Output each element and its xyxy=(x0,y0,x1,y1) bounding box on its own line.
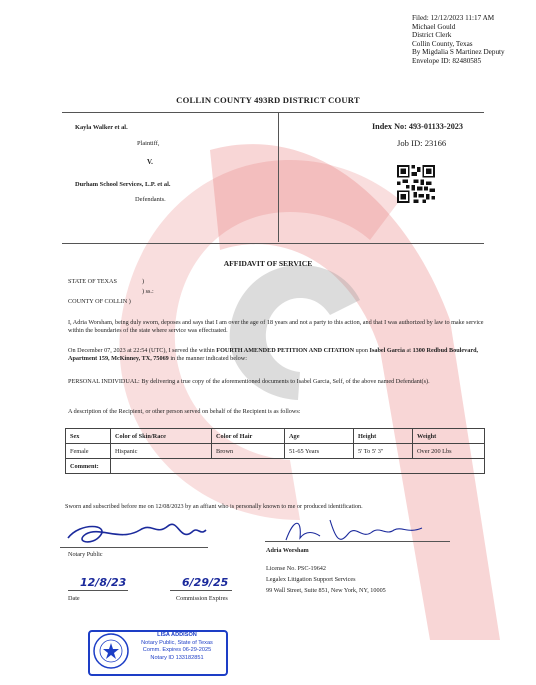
commission-expires-label: Commission Expires xyxy=(176,595,228,602)
filing-line: Collin County, Texas xyxy=(412,39,473,48)
service-prefix: On December 07, 2023 at 22:54 (UTC), I served the within xyxy=(68,347,217,354)
service-at: at xyxy=(405,347,413,354)
date-label: Date xyxy=(68,595,80,602)
server-signature-line xyxy=(265,541,450,542)
venue-ss: ) ss.: xyxy=(142,288,154,295)
paragraph-description-intro: A description of the Recipient, or other person served on behalf of the Recipient is as follows: xyxy=(68,408,301,415)
server-address: 99 Wall Street, Suite 851, New York, NY, 10005 xyxy=(266,587,386,594)
table-cell: Over 200 Lbs xyxy=(413,444,485,459)
stamp-line: Notary ID 133182851 xyxy=(150,654,204,661)
table-header: Age xyxy=(285,429,354,444)
served-person: Isabel Garcia xyxy=(369,347,405,354)
table-cell: Brown xyxy=(212,444,285,459)
affidavit-title: AFFIDAVIT OF SERVICE xyxy=(223,259,313,268)
filing-line: District Clerk xyxy=(412,31,452,40)
date-line xyxy=(68,590,128,591)
filing-line: By Migdalia S Martinez Deputy xyxy=(412,48,505,57)
table-header: Color of Skin/Race xyxy=(111,429,212,444)
paragraph-personal-individual: PERSONAL INDIVIDUAL: By delivering a true copy of the aforementioned documents to Isabel Garcia, Self, of the above named Defendant(s). xyxy=(68,378,430,385)
table-comment-row xyxy=(66,459,485,474)
service-mid: upon xyxy=(354,347,370,354)
comment-value xyxy=(111,459,485,474)
paragraph-service xyxy=(68,347,486,363)
defendant-name: Durham School Services, L.P. et al. xyxy=(75,181,171,188)
server-name: Adria Worsham xyxy=(266,547,309,554)
filing-line: Envelope ID: 82480585 xyxy=(412,56,482,65)
paragraph-sworn-statement: I, Adria Worsham, being duly sworn, deposes and says that I am over the age of 18 years and not a party to this action, and that I was authorized by law to make service within the boundaries of the state where service was effectuated. xyxy=(68,319,484,335)
notary-signature-line xyxy=(60,547,208,548)
recipient-description-table xyxy=(65,428,485,474)
venue-state: STATE OF TEXAS xyxy=(68,278,117,285)
stamp-line: Comm. Expires 06-29-2025 xyxy=(142,647,212,654)
served-address: 1300 Redbud Boulevard, Apartment 159, McKinney, TX, 75069 xyxy=(68,347,479,363)
filing-line: Michael Gould xyxy=(412,22,456,31)
notary-date-handwritten: 12/8/23 xyxy=(80,576,127,589)
caption-divider xyxy=(278,112,279,242)
commission-expiry-handwritten: 6/29/25 xyxy=(182,576,229,589)
table-row xyxy=(66,444,485,459)
table-cell: Female xyxy=(66,444,111,459)
venue-county: COUNTY OF COLLIN ) xyxy=(68,298,131,305)
court-title: COLLIN COUNTY 493RD DISTRICT COURT xyxy=(176,95,360,105)
table-header: Color of Hair xyxy=(212,429,285,444)
plaintiff-label: Plaintiff, xyxy=(137,140,160,147)
notary-seal-icon xyxy=(92,632,130,670)
table-cell: Hispanic xyxy=(111,444,212,459)
stamp-text xyxy=(132,632,222,662)
table-cell: 5' To 5' 3" xyxy=(354,444,413,459)
table-header: Weight xyxy=(413,429,485,444)
service-suffix: in the manner indicated below: xyxy=(168,355,247,363)
server-company: Legalex Litigation Support Services xyxy=(266,576,356,583)
server-license: License No. PSC-19642 xyxy=(266,565,326,572)
table-header: Height xyxy=(354,429,413,444)
table-header: Sex xyxy=(66,429,111,444)
venue-paren: ) xyxy=(142,278,145,285)
filing-line: Filed: 12/12/2023 11:17 AM xyxy=(412,14,495,22)
job-id: Job ID: 23166 xyxy=(397,138,447,148)
table-cell: 51-65 Years xyxy=(285,444,354,459)
comment-label: Comment: xyxy=(66,459,111,474)
served-document: FOURTH AMENDED PETITION AND CITATION xyxy=(216,347,355,354)
stamp-line: Notary Public, State of Texas xyxy=(141,639,213,646)
stamp-line: LISA ADDISON xyxy=(157,632,197,638)
defendant-label: Defendants. xyxy=(135,196,166,203)
server-signature xyxy=(276,510,436,550)
notary-label: Notary Public xyxy=(68,551,103,558)
sworn-subscribed-text: Sworn and subscribed before me on 12/08/2023 by an affiant who is personally known to me or produced identification. xyxy=(65,503,363,510)
filing-stamp xyxy=(412,14,505,66)
index-number: Index No: 493-01133-2023 xyxy=(372,122,463,131)
expiry-line xyxy=(170,590,232,591)
qr-code-icon xyxy=(397,165,435,203)
table-header-row xyxy=(66,429,485,444)
versus-label: V. xyxy=(147,158,153,166)
plaintiff-name: Kayla Walker et al. xyxy=(75,124,128,131)
